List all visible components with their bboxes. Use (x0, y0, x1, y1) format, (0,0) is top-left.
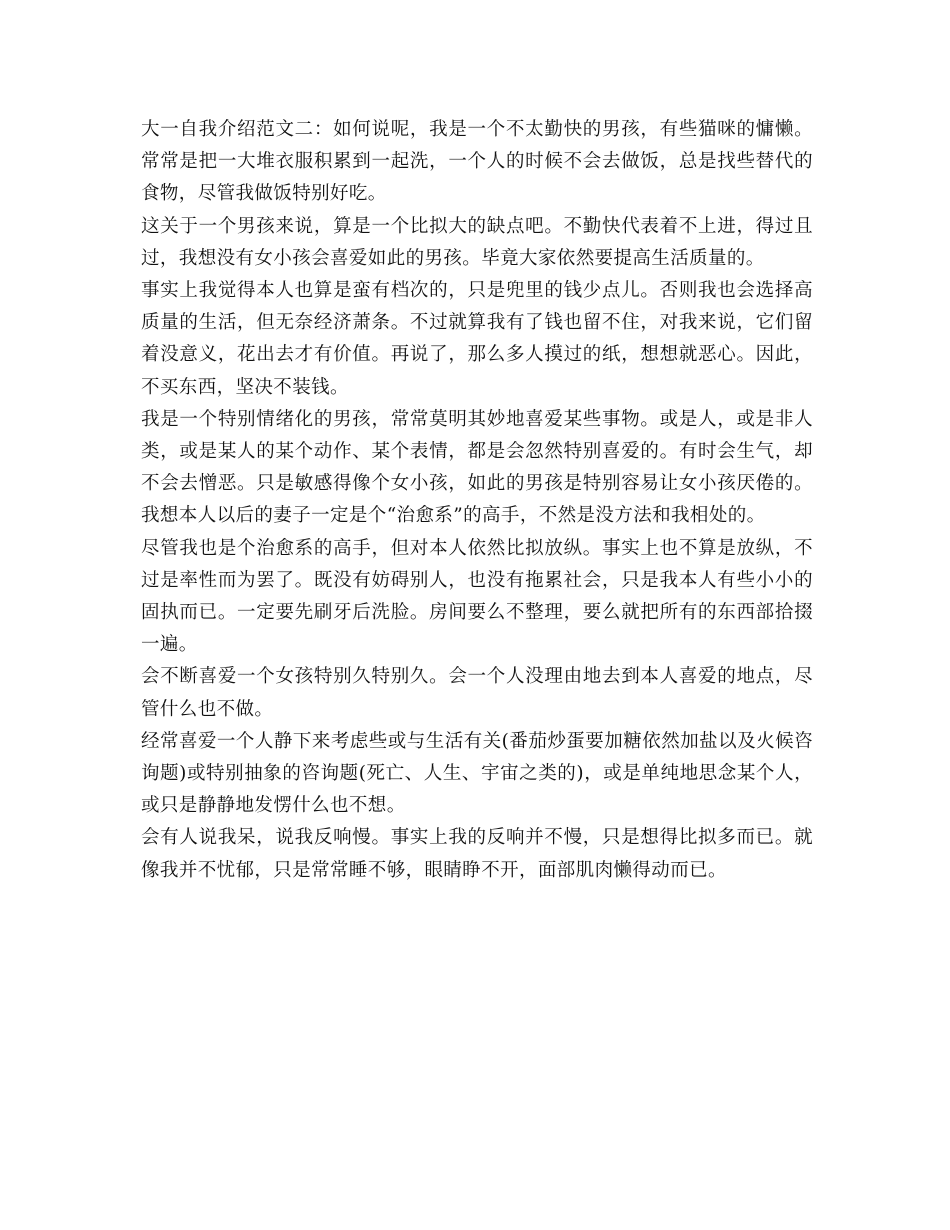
paragraph-1: 大一自我介绍范文二：如何说呢，我是一个不太勤快的男孩，有些猫咪的慵懒。常常是把一大堆衣服积累到一起洗，一个人的时候不会去做饭，总是找些替代的食物，尽管我做饭特别好吃。 (141, 119, 813, 205)
paragraph-3: 事实上我觉得本人也算是蛮有档次的，只是兜里的钱少点儿。否则我也会选择高质量的生活，但无奈经济萧条。不过就算我有了钱也留不住，对我来说，它们留着没意义，花出去才有价值。再说了，那么多人摸过的纸，想想就恶心。因此，不买东西，坚决不装钱。 (141, 280, 813, 398)
paragraph-5: 尽管我也是个治愈系的高手，但对本人依然比拟放纵。事实上也不算是放纵，不过是率性而为罢了。既没有妨碍别人，也没有拖累社会，只是我本人有些小小的固执而已。一定要先刷牙后洗脸。房间要么不整理，要么就把所有的东西部拾掇一遍。 (141, 537, 813, 656)
paragraph-7: 经常喜爱一个人静下来考虑些或与生活有关(番茄炒蛋要加糖依然加盐以及火候咨询题)或特别抽象的咨询题(死亡、人生、宇宙之类的)，或是单纯地思念某个人，或只是静静地发愣什么也不想。 (141, 730, 813, 817)
paragraph-6: 会不断喜爱一个女孩特别久特别久。会一个人没理由地去到本人喜爱的地点，尽管什么也不做。 (141, 666, 813, 720)
paragraph-2: 这关于一个男孩来说，算是一个比拟大的缺点吧。不勤快代表着不上进，得过且过，我想没有女小孩会喜爱如此的男孩。毕竟大家依然要提高生活质量的。 (141, 215, 813, 269)
paragraph-4: 我是一个特别情绪化的男孩，常常莫明其妙地喜爱某些事物。或是人，或是非人类，或是某人的某个动作、某个表情，都是会忽然特别喜爱的。有时会生气，却不会去憎恶。只是敏感得像个女小孩，如此的男孩是特别容易让女小孩厌倦的。我想本人以后的妻子一定是个“治愈系”的高手，不然是没方法和我相处的。 (141, 408, 813, 527)
paragraph-8: 会有人说我呆，说我反响慢。事实上我的反响并不慢，只是想得比拟多而已。就像我并不忧郁，只是常常睡不够，眼睛睁不开，面部肌肉懒得动而已。 (141, 827, 813, 881)
document-body (141, 114, 813, 887)
